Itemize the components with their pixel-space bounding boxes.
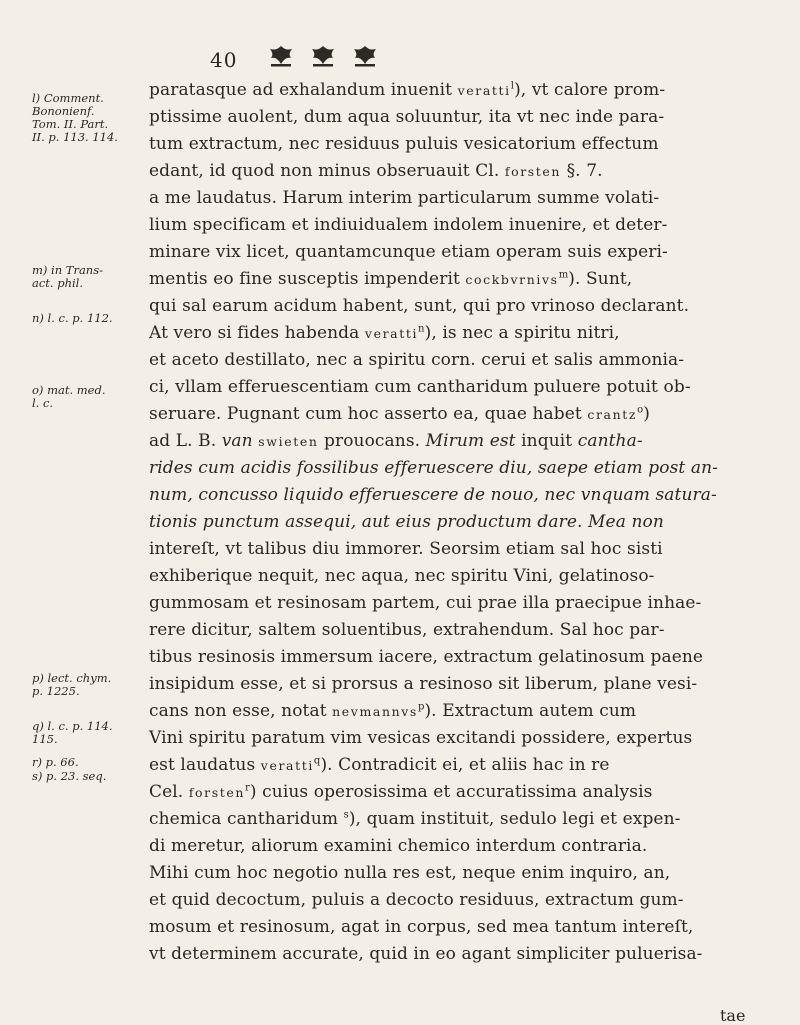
author-name: nevmannvs	[332, 704, 418, 719]
text-line	[149, 134, 659, 158]
margin-note: s) p. 23. seq.	[32, 769, 107, 783]
text-line	[149, 161, 603, 185]
text-run: ci, vllam efferuescentiam cum cantharidum puluere potuit ob-	[149, 377, 691, 397]
text-run: Mea non	[582, 512, 664, 532]
margin-note: m) in Trans- act. phil.	[32, 263, 104, 290]
text-run: lium specificam et indiuidualem indolem inuenire, et deter-	[149, 215, 668, 235]
text-run: di meretur, aliorum examini chemico interdum contraria.	[149, 836, 648, 856]
text-line	[149, 188, 659, 212]
text-line	[149, 647, 703, 671]
fleuron-icon	[268, 44, 294, 68]
text-run: ), vt calore prom-	[514, 80, 666, 100]
text-run: num, concusso liquido efferuescere de nouo, nec vnquam satura-	[149, 485, 717, 505]
text-line	[149, 809, 681, 833]
text-line	[149, 620, 665, 644]
text-run: seruare. Pugnant cum hoc asserto ea, quae habet	[149, 404, 588, 424]
margin-note: q) l. c. p. 114. 115.	[32, 719, 113, 746]
text-run: minare vix licet, quantamcunque etiam operam suis experi-	[149, 242, 668, 262]
text-line	[149, 944, 703, 968]
text-run: paratasque ad exhalandum inuenit	[149, 80, 458, 100]
text-line	[149, 755, 610, 779]
text-run: ). Contradicit ei, et aliis hac in re	[320, 755, 610, 775]
text-run: vt determinem accurate, quid in eo agant simpliciter puluerisa-	[149, 944, 703, 964]
text-run: mentis eo fine susceptis impenderit	[149, 269, 466, 289]
text-run: gummosam et resinosam partem, cui prae illa praecipue inhae-	[149, 593, 702, 613]
text-line	[149, 296, 689, 320]
text-line	[149, 539, 663, 563]
text-run: tum extractum, nec residuus puluis vesicatorium effectum	[149, 134, 659, 154]
text-line	[149, 323, 620, 347]
author-name: cockbvrnivs	[465, 272, 559, 287]
footnote-mark: o	[637, 404, 644, 416]
fleuron-icon	[310, 44, 336, 68]
text-run: ). Extractum autem cum	[424, 701, 637, 721]
footnote-mark: m	[558, 269, 569, 281]
text-line	[149, 107, 664, 131]
catchword: tae	[720, 1006, 746, 1025]
text-run: prouocans.	[318, 431, 426, 451]
margin-note: o) mat. med. l. c.	[32, 383, 106, 410]
text-line	[149, 404, 650, 428]
text-line	[149, 566, 655, 590]
text-run: qui sal earum acidum habent, sunt, qui pro vrinoso declarant.	[149, 296, 690, 316]
text-run: insipidum esse, et si prorsus a resinoso sit liberum, plane vesi-	[149, 674, 698, 694]
text-run: tibus resinosis immersum iacere, extractum gelatinosum paene	[149, 647, 704, 667]
margin-note: n) l. c. p. 112.	[32, 311, 113, 325]
author-name: veratti	[364, 326, 419, 341]
text-line	[149, 890, 684, 914]
text-line	[149, 215, 667, 239]
text-run: Cel.	[149, 782, 189, 802]
text-run: ptissime auolent, dum aqua soluuntur, ita vt nec inde para-	[149, 107, 665, 127]
text-line	[149, 863, 670, 887]
text-run: rides cum acidis fossilibus efferuescere diu, saepe etiam post an-	[149, 458, 718, 478]
text-run: cans non esse, notat	[149, 701, 333, 721]
text-line	[149, 485, 717, 509]
text-line	[149, 836, 647, 860]
text-run: intereſt, vt talibus diu immorer. Seorsim etiam sal hoc sisti	[149, 539, 663, 559]
text-line	[149, 674, 697, 698]
text-run: Mihi cum hoc negotio nulla res est, neque enim inquiro, an,	[149, 863, 671, 883]
text-line	[149, 269, 632, 293]
text-line	[149, 431, 643, 455]
text-run: et quid decoctum, puluis a decocto residuus, extractum gum-	[149, 890, 684, 910]
footnote-mark: l	[510, 80, 515, 92]
footnote-mark: s	[343, 809, 349, 821]
footnote-mark: q	[313, 755, 321, 767]
text-run: tionis punctum assequi, aut eius productum dare.	[149, 512, 583, 532]
text-line	[149, 701, 636, 725]
text-run: ), quam instituit, sedulo legi et expen-	[348, 809, 681, 829]
fleuron-icon	[352, 44, 378, 68]
text-run: inquit	[515, 431, 578, 451]
author-name: forsten	[504, 164, 562, 179]
author-name: veratti	[457, 83, 511, 98]
text-line	[149, 917, 693, 941]
text-run: rere dicitur, saltem soluentibus, extrahendum. Sal hoc par-	[149, 620, 665, 640]
author-name: forsten	[188, 785, 246, 800]
text-line	[149, 80, 665, 104]
text-run: ). Sunt,	[568, 269, 633, 289]
text-line	[149, 242, 668, 266]
text-run: est laudatus	[149, 755, 261, 775]
italic-text: Mirum est	[425, 431, 516, 451]
text-run: At vero si fides habenda	[149, 323, 365, 343]
text-run: ad L. B.	[149, 431, 222, 451]
footnote-mark: r	[245, 782, 250, 794]
footnote-mark: n	[418, 323, 425, 335]
text-run: )	[643, 404, 650, 424]
author-name: swieten	[252, 434, 319, 449]
text-run: mosum et resinosum, agat in corpus, sed mea tantum intereſt,	[149, 917, 694, 937]
text-run: ) cuius operosissima et accuratissima analysis	[249, 782, 653, 802]
italic-text: van	[221, 431, 253, 451]
italic-text: cantha-	[577, 431, 643, 451]
text-run: §. 7.	[561, 161, 603, 181]
text-run: exhiberique nequit, nec aqua, nec spiritu Vini, gelatinoso-	[149, 566, 655, 586]
text-line	[149, 458, 718, 482]
author-name: veratti	[260, 758, 314, 773]
margin-note: r) p. 66.	[32, 755, 79, 769]
text-run: Vini spiritu paratum vim vesicas excitandi possidere, expertus	[149, 728, 693, 748]
margin-note: p) lect. chym. p. 1225.	[32, 671, 112, 698]
text-run: et aceto destillato, nec a spiritu corn. cerui et salis ammonia-	[149, 350, 685, 370]
footnote-mark: p	[417, 701, 425, 713]
author-name: crantz	[587, 407, 638, 422]
text-line	[149, 782, 652, 806]
text-line	[149, 593, 701, 617]
text-line	[149, 350, 684, 374]
text-line	[149, 728, 692, 752]
margin-note: l) Comment. Bononienf. Tom. II. Part. II. p. 113. 114.	[32, 91, 118, 144]
page-number: 40	[210, 48, 238, 72]
header-ornaments	[268, 44, 378, 70]
text-run: a me laudatus. Harum interim particularum summe volati-	[149, 188, 660, 208]
text-run: edant, id quod non minus obseruauit Cl.	[149, 161, 505, 181]
text-line	[149, 377, 691, 401]
text-run: ), is nec a spiritu nitri,	[424, 323, 620, 343]
text-run: chemica cantharidum	[149, 809, 344, 829]
text-line	[149, 512, 664, 536]
